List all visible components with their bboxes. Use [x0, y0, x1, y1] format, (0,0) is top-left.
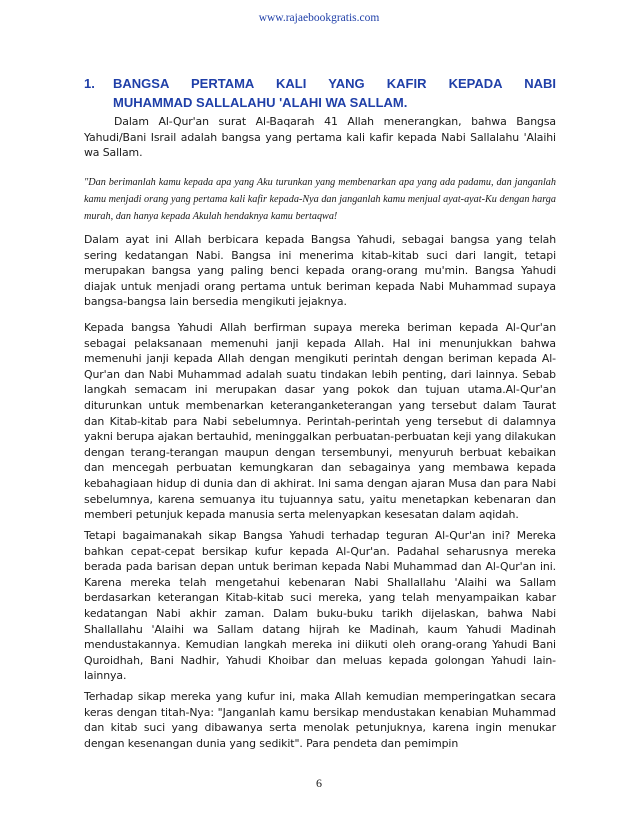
heading-number: 1.: [84, 76, 95, 91]
paragraph-1: Dalam ayat ini Allah berbicara kepada Bangsa Yahudi, sebagai bangsa yang telah sering kedatangan Nabi. Bangsa ini menerima kitab-kitab suci dari langit, tetapi merupakan bangsa yang paling benci kepada orang-orang mu'min. Bangsa Yahudi diajak untuk menjadi orang pertama untuk beriman kepada Nabi Muhammad supaya bangsa-bangsa lain bersedia mengikuti jejaknya.: [84, 233, 556, 309]
page-number: 6: [316, 776, 322, 790]
site-url-header[interactable]: www.rajaebookgratis.com: [258, 12, 380, 24]
quote-paragraph: "Dan berimanlah kamu kepada apa yang Aku turunkan yang membenarkan apa yang ada padamu, dan janganlah kamu menjadi orang yang pertama kali kafir kepada-Nya dan janganlah kamu menjual ayat-ayat-Ku dengan harga murah, dan hanya kepada Akulah hendaknya kamu bertaqwa!: [84, 177, 556, 222]
paragraph-4: Terhadap sikap mereka yang kufur ini, maka Allah kemudian memperingatkan secara keras dengan titah-Nya: "Janganlah kamu bersikap mendustakan kenabian Muhammad dan kitab suci yang dibawanya serta menolak petunjuknya, karena ingin menukar dengan kesenangan dunia yang sedikit". Para pendeta dan pemimpin: [84, 690, 556, 750]
heading-line-1: BANGSA PERTAMA KALI YANG KAFIR KEPADA NABI: [113, 76, 556, 91]
section-heading: [84, 74, 556, 112]
heading-line-2: MUHAMMAD SALLALAHU 'ALAHI WA SALLAM.: [113, 95, 408, 110]
paragraph-3: Tetapi bagaimanakah sikap Bangsa Yahudi terhadap teguran Al-Qur'an ini? Mereka bahkan cepat-cepat bersikap kufur kepada Al-Qur'an. Padahal seharusnya mereka berada pada barisan depan untuk beriman kepada Nabi Muhammad dan Al-Qur'an ini. Karena mereka telah mengetahui kebenaran Nabi Shallallahu 'Alaihi wa Sallam berdasarkan keterangan Kitab-kitab suci mereka, yang telah menyampaikan kabar kedatangan Nabi akhir zaman. Dalam buku-buku tarikh dijelaskan, bahwa Nabi Shallallahu 'Alaihi wa Sallam datang hijrah ke Madinah, kaum Yahudi Madinah mendustakannya. Kemudian langkah mereka ini diikuti oleh orang-orang Yahudi Bani Quroidhah, Bani Nadhir, Yahudi Khoibar dan meluas kepada golongan Yahudi lain-lainnya.: [84, 529, 556, 683]
paragraph-2: Kepada bangsa Yahudi Allah berfirman supaya mereka beriman kepada Al-Qur'an sebagai pelaksanaan memenuhi janji kepada Allah. Hal ini menunjukkan bahwa memenuhi janji kepada Allah dengan mengikuti perintah dengan beriman kepada Al-Qur'an dan Nabi Muhammad adalah suatu tindakan lebih penting, dari lainnya. Sebab langkah semacam ini merupakan dasar yang pokok dan tujuan utama.Al-Qur'an diturunkan untuk membenarkan keteranganketerangan yang tersebut dalam Taurat dan Kitab-kitab para Nabi sebelumnya. Perintah-perintah yeng tersebut di dalamnya yakni berupa ajakan bertauhid, meninggalkan perbuatan-perbuatan keji yang dilakukan dengan terang-terangan maupun dengan tersembunyi, menyuruh berbuat kebaikan dan mencegah perbuatan kemungkaran dan sebagainya yang membawa kepada kebahagiaan hidup di dunia dan di akhirat. Ini sama dengan ajaran Musa dan para Nabi sebelumnya, karena semuanya itu tujuannya satu, yaitu menetapkan kebenaran dan memberi petunjuk kepada manusia serta melenyapkan kesesatan dalam aqidah.: [84, 321, 556, 522]
intro-paragraph: Dalam Al-Qur'an surat Al-Baqarah 41 Allah menerangkan, bahwa Bangsa Yahudi/Bani Israil adalah bangsa yang pertama kali kafir kepada Nabi Sallalahu 'Alaihi wa Sallam.: [84, 115, 556, 160]
